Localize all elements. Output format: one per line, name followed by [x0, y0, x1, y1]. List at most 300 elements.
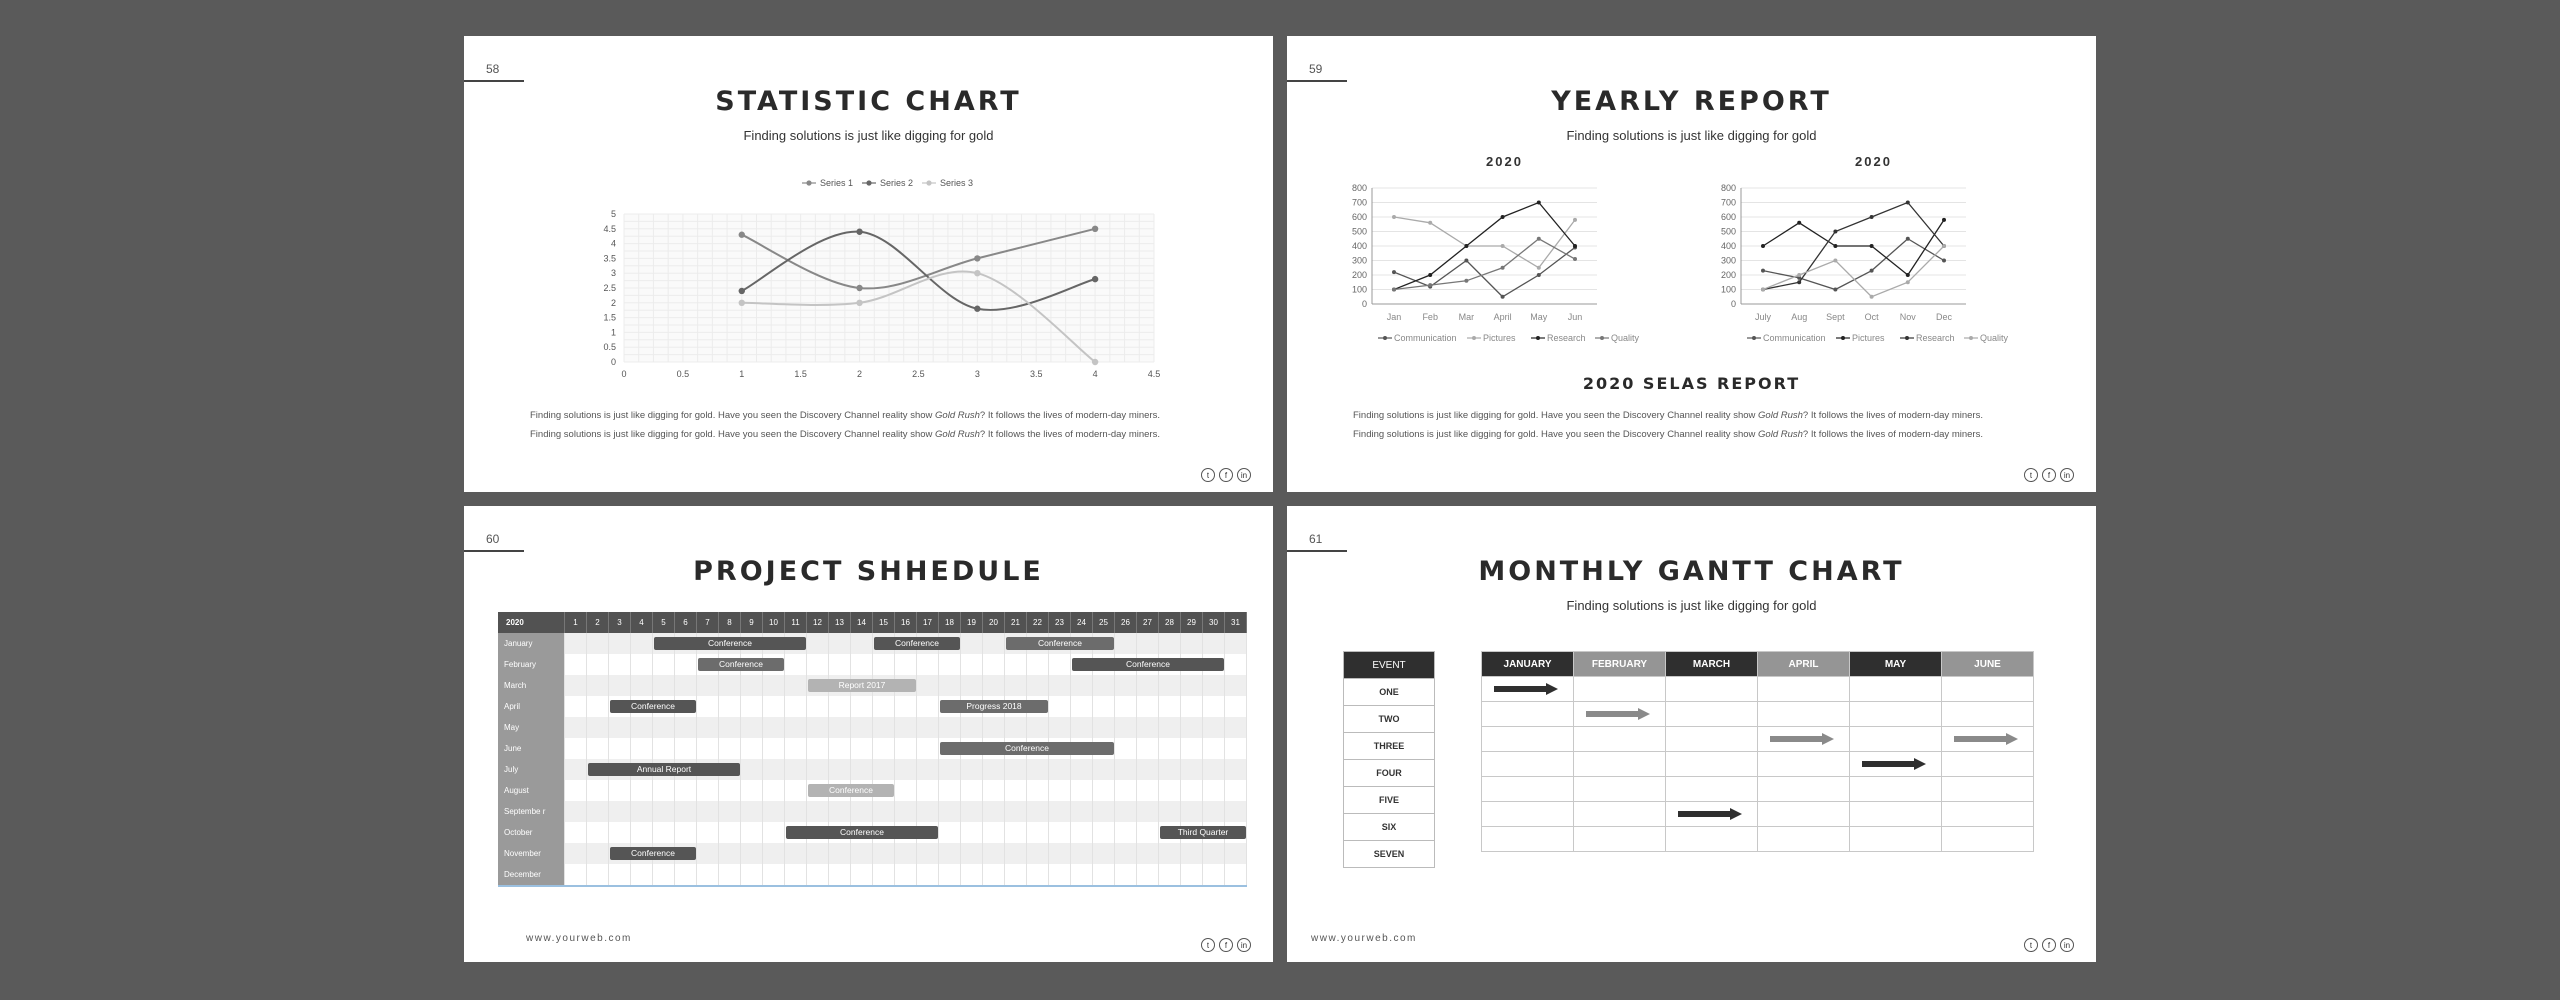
gantt-cell[interactable] [1666, 727, 1758, 752]
gantt-cell[interactable] [1850, 677, 1942, 702]
schedule-cell[interactable] [983, 822, 1005, 843]
schedule-cell[interactable] [1203, 843, 1225, 864]
schedule-cell[interactable] [565, 675, 587, 696]
schedule-cell[interactable] [653, 780, 675, 801]
schedule-cell[interactable] [1115, 759, 1137, 780]
schedule-cell[interactable] [565, 738, 587, 759]
schedule-cell[interactable] [719, 843, 741, 864]
schedule-cell[interactable] [829, 633, 851, 654]
gantt-cell[interactable] [1850, 827, 1942, 852]
slide-60[interactable] [464, 506, 1273, 962]
schedule-cell[interactable] [851, 759, 873, 780]
schedule-cell[interactable] [1049, 780, 1071, 801]
schedule-cell[interactable] [917, 696, 939, 717]
schedule-cell[interactable] [1071, 780, 1093, 801]
schedule-cell[interactable] [587, 822, 609, 843]
schedule-cell[interactable] [829, 717, 851, 738]
schedule-bar[interactable]: Conference [610, 847, 696, 860]
gantt-cell[interactable] [1942, 827, 2034, 852]
schedule-cell[interactable] [1137, 822, 1159, 843]
schedule-cell[interactable] [587, 801, 609, 822]
schedule-cell[interactable] [1115, 717, 1137, 738]
schedule-cell[interactable] [1225, 780, 1247, 801]
schedule-cell[interactable] [763, 822, 785, 843]
schedule-cell[interactable] [961, 864, 983, 886]
schedule-cell[interactable] [1027, 822, 1049, 843]
gantt-cell[interactable] [1574, 702, 1666, 727]
schedule-cell[interactable] [1225, 843, 1247, 864]
schedule-cell[interactable] [1181, 696, 1203, 717]
schedule-bar[interactable]: Conference [808, 784, 894, 797]
gantt-cell[interactable] [1574, 827, 1666, 852]
schedule-cell[interactable] [741, 864, 763, 886]
schedule-cell[interactable] [587, 717, 609, 738]
schedule-cell[interactable] [1203, 738, 1225, 759]
gantt-cell[interactable] [1482, 827, 1574, 852]
schedule-cell[interactable] [1093, 843, 1115, 864]
schedule-cell[interactable] [565, 864, 587, 886]
schedule-cell[interactable] [609, 864, 631, 886]
schedule-cell[interactable] [653, 801, 675, 822]
schedule-cell[interactable] [983, 717, 1005, 738]
schedule-cell[interactable] [1027, 843, 1049, 864]
schedule-cell[interactable] [1203, 759, 1225, 780]
schedule-cell[interactable] [983, 675, 1005, 696]
schedule-cell[interactable] [1137, 864, 1159, 886]
schedule-cell[interactable] [631, 864, 653, 886]
schedule-cell[interactable] [609, 822, 631, 843]
schedule-cell[interactable] [1203, 801, 1225, 822]
gantt-cell[interactable] [1942, 777, 2034, 802]
schedule-cell[interactable] [829, 738, 851, 759]
schedule-cell[interactable] [741, 822, 763, 843]
facebook-icon[interactable]: f [1219, 938, 1233, 952]
schedule-cell[interactable] [587, 675, 609, 696]
schedule-cell[interactable] [1049, 822, 1071, 843]
schedule-cell[interactable] [917, 843, 939, 864]
schedule-cell[interactable] [851, 864, 873, 886]
schedule-cell[interactable] [653, 738, 675, 759]
schedule-cell[interactable] [1071, 822, 1093, 843]
schedule-cell[interactable] [895, 738, 917, 759]
schedule-cell[interactable] [1005, 654, 1027, 675]
schedule-cell[interactable] [631, 675, 653, 696]
schedule-cell[interactable] [741, 780, 763, 801]
schedule-cell[interactable] [609, 717, 631, 738]
schedule-cell[interactable] [741, 801, 763, 822]
schedule-cell[interactable] [763, 759, 785, 780]
schedule-cell[interactable] [1181, 843, 1203, 864]
schedule-cell[interactable] [1181, 864, 1203, 886]
schedule-cell[interactable] [565, 780, 587, 801]
schedule-cell[interactable] [697, 864, 719, 886]
schedule-cell[interactable] [631, 738, 653, 759]
schedule-cell[interactable] [1203, 717, 1225, 738]
schedule-cell[interactable] [719, 780, 741, 801]
gantt-cell[interactable] [1758, 827, 1850, 852]
schedule-cell[interactable] [829, 801, 851, 822]
schedule-cell[interactable] [1137, 675, 1159, 696]
schedule-cell[interactable] [1071, 717, 1093, 738]
schedule-cell[interactable] [587, 696, 609, 717]
schedule-cell[interactable] [741, 843, 763, 864]
linkedin-icon[interactable]: in [1237, 938, 1251, 952]
schedule-cell[interactable] [851, 738, 873, 759]
schedule-cell[interactable] [609, 801, 631, 822]
schedule-cell[interactable] [1093, 696, 1115, 717]
gantt-cell[interactable] [1850, 752, 1942, 777]
schedule-cell[interactable] [1181, 780, 1203, 801]
schedule-cell[interactable] [895, 717, 917, 738]
schedule-cell[interactable] [939, 717, 961, 738]
schedule-cell[interactable] [829, 654, 851, 675]
schedule-cell[interactable] [1093, 801, 1115, 822]
schedule-cell[interactable] [1115, 738, 1137, 759]
schedule-bar[interactable]: Conference [1072, 658, 1224, 671]
gantt-cell[interactable] [1942, 802, 2034, 827]
schedule-bar[interactable]: Third Quarter [1160, 826, 1246, 839]
schedule-cell[interactable] [1203, 696, 1225, 717]
schedule-cell[interactable] [873, 696, 895, 717]
gantt-cell[interactable] [1942, 727, 2034, 752]
schedule-cell[interactable] [961, 759, 983, 780]
schedule-cell[interactable] [785, 801, 807, 822]
schedule-cell[interactable] [939, 801, 961, 822]
schedule-cell[interactable] [587, 738, 609, 759]
schedule-cell[interactable] [741, 696, 763, 717]
schedule-cell[interactable] [1159, 675, 1181, 696]
schedule-cell[interactable] [807, 696, 829, 717]
schedule-cell[interactable] [1115, 675, 1137, 696]
schedule-cell[interactable] [873, 759, 895, 780]
schedule-cell[interactable] [1049, 717, 1071, 738]
schedule-cell[interactable] [829, 864, 851, 886]
schedule-cell[interactable] [1049, 801, 1071, 822]
schedule-cell[interactable] [1181, 801, 1203, 822]
schedule-cell[interactable] [961, 717, 983, 738]
schedule-cell[interactable] [1027, 801, 1049, 822]
schedule-cell[interactable] [873, 843, 895, 864]
gantt-cell[interactable] [1758, 702, 1850, 727]
schedule-cell[interactable] [829, 696, 851, 717]
schedule-cell[interactable] [917, 738, 939, 759]
facebook-icon[interactable]: f [2042, 938, 2056, 952]
gantt-cell[interactable] [1666, 777, 1758, 802]
schedule-cell[interactable] [1159, 864, 1181, 886]
schedule-cell[interactable] [1027, 717, 1049, 738]
schedule-cell[interactable] [1071, 843, 1093, 864]
schedule-cell[interactable] [895, 759, 917, 780]
gantt-cell[interactable] [1574, 777, 1666, 802]
schedule-cell[interactable] [1027, 780, 1049, 801]
schedule-cell[interactable] [719, 864, 741, 886]
gantt-cell[interactable] [1942, 702, 2034, 727]
gantt-cell[interactable] [1850, 777, 1942, 802]
schedule-cell[interactable] [961, 633, 983, 654]
gantt-cell[interactable] [1482, 777, 1574, 802]
gantt-cell[interactable] [1482, 752, 1574, 777]
gantt-cell[interactable] [1482, 677, 1574, 702]
schedule-cell[interactable] [1027, 654, 1049, 675]
schedule-cell[interactable] [763, 696, 785, 717]
schedule-cell[interactable] [631, 822, 653, 843]
schedule-cell[interactable] [829, 843, 851, 864]
schedule-cell[interactable] [719, 801, 741, 822]
schedule-cell[interactable] [1225, 633, 1247, 654]
gantt-cell[interactable] [1666, 677, 1758, 702]
gantt-cell[interactable] [1574, 677, 1666, 702]
gantt-cell[interactable] [1666, 827, 1758, 852]
schedule-cell[interactable] [565, 717, 587, 738]
schedule-cell[interactable] [587, 864, 609, 886]
schedule-cell[interactable] [697, 738, 719, 759]
schedule-cell[interactable] [609, 633, 631, 654]
schedule-cell[interactable] [631, 780, 653, 801]
schedule-cell[interactable] [895, 843, 917, 864]
schedule-cell[interactable] [741, 675, 763, 696]
schedule-cell[interactable] [565, 633, 587, 654]
gantt-cell[interactable] [1666, 702, 1758, 727]
schedule-cell[interactable] [587, 633, 609, 654]
website-url[interactable]: www.yourweb.com [1311, 933, 1417, 944]
schedule-cell[interactable] [829, 759, 851, 780]
schedule-cell[interactable] [565, 801, 587, 822]
schedule-cell[interactable] [807, 633, 829, 654]
schedule-cell[interactable] [785, 696, 807, 717]
schedule-cell[interactable] [675, 717, 697, 738]
schedule-cell[interactable] [785, 654, 807, 675]
schedule-cell[interactable] [785, 759, 807, 780]
schedule-cell[interactable] [697, 843, 719, 864]
schedule-cell[interactable] [1071, 801, 1093, 822]
schedule-cell[interactable] [1071, 759, 1093, 780]
schedule-cell[interactable] [697, 675, 719, 696]
schedule-bar[interactable]: Conference [654, 637, 806, 650]
schedule-cell[interactable] [631, 633, 653, 654]
schedule-cell[interactable] [763, 675, 785, 696]
gantt-cell[interactable] [1850, 727, 1942, 752]
schedule-cell[interactable] [1005, 843, 1027, 864]
schedule-cell[interactable] [1115, 822, 1137, 843]
schedule-cell[interactable] [939, 675, 961, 696]
schedule-cell[interactable] [1093, 822, 1115, 843]
schedule-cell[interactable] [1005, 717, 1027, 738]
schedule-cell[interactable] [609, 738, 631, 759]
schedule-bar[interactable]: Conference [786, 826, 938, 839]
schedule-cell[interactable] [983, 864, 1005, 886]
gantt-cell[interactable] [1758, 752, 1850, 777]
schedule-cell[interactable] [1181, 717, 1203, 738]
schedule-cell[interactable] [653, 864, 675, 886]
schedule-cell[interactable] [1159, 717, 1181, 738]
schedule-bar[interactable]: Conference [610, 700, 696, 713]
schedule-cell[interactable] [1159, 759, 1181, 780]
twitter-icon[interactable]: t [1201, 468, 1215, 482]
schedule-cell[interactable] [917, 801, 939, 822]
gantt-cell[interactable] [1850, 702, 1942, 727]
schedule-cell[interactable] [917, 864, 939, 886]
schedule-cell[interactable] [1093, 675, 1115, 696]
schedule-cell[interactable] [1049, 843, 1071, 864]
schedule-cell[interactable] [565, 822, 587, 843]
schedule-cell[interactable] [983, 801, 1005, 822]
schedule-cell[interactable] [697, 780, 719, 801]
schedule-cell[interactable] [1071, 675, 1093, 696]
slide-58[interactable] [464, 36, 1273, 492]
schedule-cell[interactable] [917, 654, 939, 675]
schedule-cell[interactable] [719, 738, 741, 759]
schedule-cell[interactable] [917, 759, 939, 780]
schedule-cell[interactable] [697, 717, 719, 738]
schedule-cell[interactable] [763, 801, 785, 822]
schedule-bar[interactable]: Conference [940, 742, 1114, 755]
schedule-cell[interactable] [719, 717, 741, 738]
schedule-cell[interactable] [939, 822, 961, 843]
schedule-cell[interactable] [1027, 759, 1049, 780]
schedule-cell[interactable] [653, 822, 675, 843]
linkedin-icon[interactable]: in [2060, 468, 2074, 482]
gantt-cell[interactable] [1758, 802, 1850, 827]
schedule-cell[interactable] [587, 843, 609, 864]
schedule-cell[interactable] [741, 738, 763, 759]
schedule-cell[interactable] [983, 843, 1005, 864]
schedule-cell[interactable] [785, 738, 807, 759]
schedule-cell[interactable] [1225, 717, 1247, 738]
gantt-cell[interactable] [1666, 802, 1758, 827]
schedule-cell[interactable] [939, 759, 961, 780]
schedule-cell[interactable] [807, 717, 829, 738]
gantt-cell[interactable] [1850, 802, 1942, 827]
schedule-cell[interactable] [785, 843, 807, 864]
schedule-cell[interactable] [587, 780, 609, 801]
schedule-cell[interactable] [675, 780, 697, 801]
schedule-cell[interactable] [1159, 801, 1181, 822]
schedule-cell[interactable] [895, 864, 917, 886]
schedule-cell[interactable] [1005, 675, 1027, 696]
schedule-cell[interactable] [675, 654, 697, 675]
schedule-cell[interactable] [1049, 759, 1071, 780]
schedule-cell[interactable] [1115, 696, 1137, 717]
schedule-cell[interactable] [675, 801, 697, 822]
schedule-cell[interactable] [1115, 633, 1137, 654]
schedule-cell[interactable] [1225, 654, 1247, 675]
gantt-cell[interactable] [1482, 727, 1574, 752]
schedule-cell[interactable] [1071, 864, 1093, 886]
schedule-cell[interactable] [609, 675, 631, 696]
gantt-cell[interactable] [1574, 802, 1666, 827]
schedule-cell[interactable] [1225, 864, 1247, 886]
schedule-bar[interactable]: Conference [874, 637, 960, 650]
schedule-cell[interactable] [1137, 696, 1159, 717]
schedule-cell[interactable] [895, 801, 917, 822]
schedule-cell[interactable] [631, 801, 653, 822]
schedule-cell[interactable] [1093, 759, 1115, 780]
schedule-cell[interactable] [697, 696, 719, 717]
linkedin-icon[interactable]: in [1237, 468, 1251, 482]
schedule-cell[interactable] [565, 843, 587, 864]
schedule-cell[interactable] [609, 780, 631, 801]
schedule-cell[interactable] [807, 759, 829, 780]
schedule-bar[interactable]: Progress 2018 [940, 700, 1048, 713]
schedule-cell[interactable] [1005, 759, 1027, 780]
schedule-cell[interactable] [939, 780, 961, 801]
schedule-bar[interactable]: Conference [698, 658, 784, 671]
schedule-cell[interactable] [1049, 675, 1071, 696]
schedule-cell[interactable] [1005, 801, 1027, 822]
schedule-cell[interactable] [763, 780, 785, 801]
schedule-cell[interactable] [895, 696, 917, 717]
schedule-cell[interactable] [1137, 738, 1159, 759]
schedule-cell[interactable] [1181, 759, 1203, 780]
schedule-cell[interactable] [1225, 696, 1247, 717]
schedule-cell[interactable] [719, 696, 741, 717]
twitter-icon[interactable]: t [1201, 938, 1215, 952]
schedule-cell[interactable] [741, 759, 763, 780]
schedule-cell[interactable] [851, 717, 873, 738]
schedule-bar[interactable]: Report 2017 [808, 679, 916, 692]
twitter-icon[interactable]: t [2024, 468, 2038, 482]
schedule-cell[interactable] [983, 654, 1005, 675]
schedule-cell[interactable] [851, 633, 873, 654]
schedule-cell[interactable] [1159, 738, 1181, 759]
schedule-cell[interactable] [609, 654, 631, 675]
schedule-cell[interactable] [851, 654, 873, 675]
schedule-cell[interactable] [873, 738, 895, 759]
linkedin-icon[interactable]: in [2060, 938, 2074, 952]
schedule-cell[interactable] [1181, 633, 1203, 654]
schedule-cell[interactable] [961, 822, 983, 843]
schedule-cell[interactable] [807, 843, 829, 864]
schedule-cell[interactable] [1093, 864, 1115, 886]
schedule-cell[interactable] [565, 759, 587, 780]
schedule-cell[interactable] [807, 738, 829, 759]
schedule-cell[interactable] [1093, 780, 1115, 801]
schedule-cell[interactable] [961, 801, 983, 822]
schedule-cell[interactable] [851, 801, 873, 822]
schedule-cell[interactable] [1225, 738, 1247, 759]
schedule-cell[interactable] [1115, 801, 1137, 822]
facebook-icon[interactable]: f [2042, 468, 2056, 482]
schedule-cell[interactable] [1181, 738, 1203, 759]
schedule-cell[interactable] [873, 801, 895, 822]
schedule-cell[interactable] [719, 675, 741, 696]
schedule-cell[interactable] [961, 654, 983, 675]
gantt-cell[interactable] [1758, 677, 1850, 702]
slide-61[interactable] [1287, 506, 2096, 962]
schedule-cell[interactable] [917, 675, 939, 696]
slide-59[interactable] [1287, 36, 2096, 492]
schedule-cell[interactable] [1137, 717, 1159, 738]
schedule-cell[interactable] [785, 675, 807, 696]
schedule-cell[interactable] [807, 864, 829, 886]
schedule-cell[interactable] [675, 738, 697, 759]
gantt-cell[interactable] [1666, 752, 1758, 777]
schedule-cell[interactable] [1137, 843, 1159, 864]
gantt-cell[interactable] [1758, 777, 1850, 802]
schedule-cell[interactable] [1225, 801, 1247, 822]
schedule-cell[interactable] [1203, 633, 1225, 654]
schedule-cell[interactable] [939, 654, 961, 675]
schedule-cell[interactable] [983, 633, 1005, 654]
schedule-cell[interactable] [873, 864, 895, 886]
schedule-cell[interactable] [763, 738, 785, 759]
schedule-cell[interactable] [785, 717, 807, 738]
schedule-cell[interactable] [1049, 696, 1071, 717]
schedule-cell[interactable] [983, 759, 1005, 780]
schedule-cell[interactable] [1027, 864, 1049, 886]
gantt-cell[interactable] [1574, 727, 1666, 752]
schedule-cell[interactable] [565, 654, 587, 675]
